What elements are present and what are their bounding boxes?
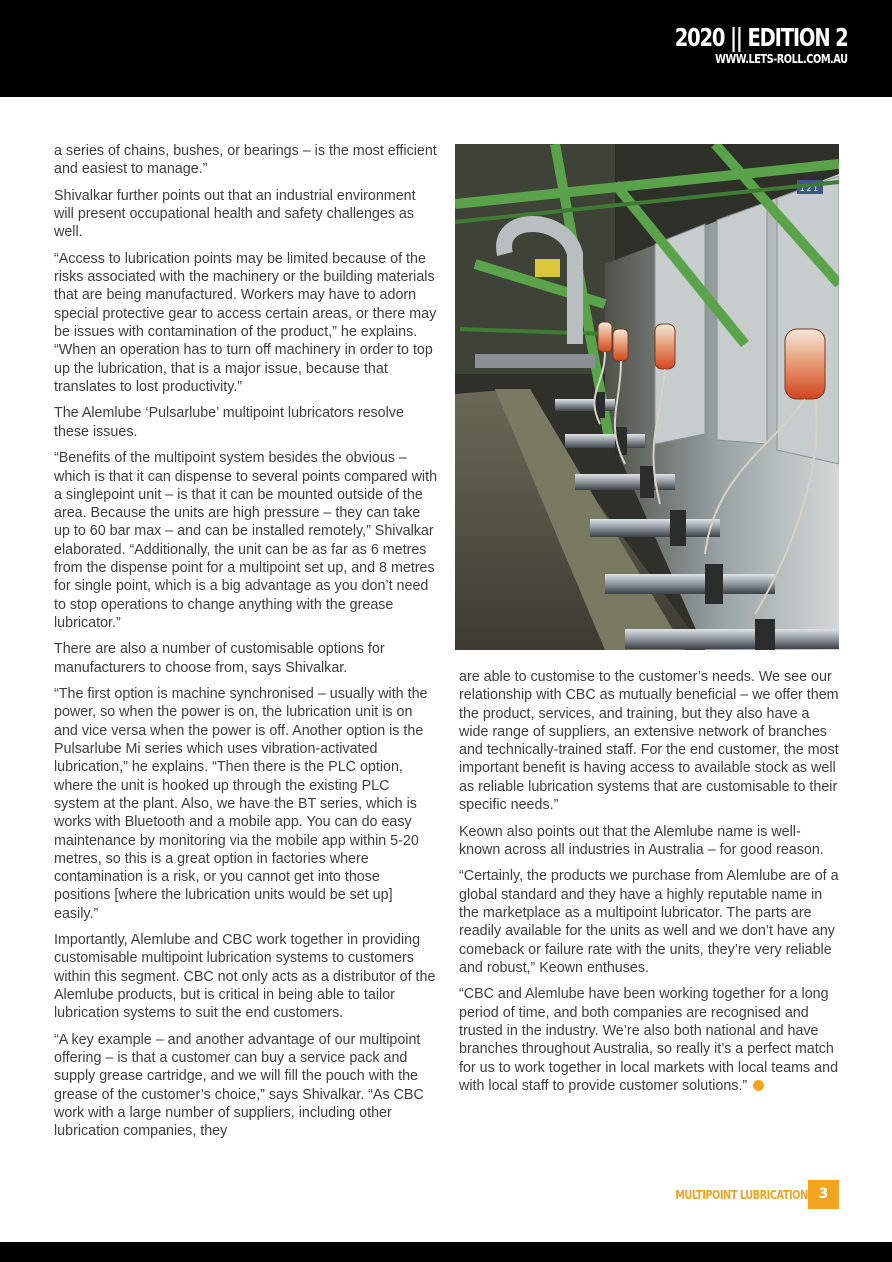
last-paragraph — [459, 985, 839, 1095]
paragraph: The Alemlube ‘Pulsarlube’ multipoint lubricators resolve these issues. — [54, 405, 404, 440]
paragraph: Shivalkar further points out that an industrial environment will present occupational health and safety challenges as well. — [54, 187, 416, 241]
paragraph: are able to customise to the customer’s needs. We see our relationship with CBC as mutually beneficial – we offer them the product, services, and training, but they also have a wide range of suppliers, an extensive network of branches and technically-trained staff. For the end customer, the most important benefit is having access to available stock as well as reliable lubrication systems that are customisable to their specific needs.” — [459, 669, 839, 814]
paragraph: “Certainly, the products we purchase from Alemlube are of a global standard and they have a highly reputable name in the marketplace as a multipoint lubricator. The parts are readily available for the units as well and we don’t have any comeback or failure rate with the units, they’re very reliable and robust,” Keown enthuses. — [459, 868, 839, 976]
paragraph: Keown also points out that the Alemlube name is well-known across all industries in Australia – for good reason. — [459, 823, 824, 858]
industrial-photo-icon — [455, 144, 839, 650]
paragraph: “Benefits of the multipoint system besides the obvious – which is that it can dispense to several points compared with a singlepoint unit – is that it can be mounted outside of the area. Because the units are high pressure – they can take up to 60 bar max – and can be installed remotely,” Shivalkar elaborated. “Additionally, the unit can be as far as 6 metres from the dispense point for a multipoint set up, and 8 metres for single point, which is a big advantage as you don’t need to stop operations to change anything with the grease lubricator.” — [54, 450, 438, 631]
paragraph-text: “CBC and Alemlube have been working together for a long period of time, and both companies are recognised and trusted in the industry. We’re also both national and have branches throughout Australia, so really it’s a perfect match for us to work together in local markets with local teams and with local staff to provide customer solutions.” — [459, 986, 839, 1094]
page-number: 3 — [808, 1180, 839, 1209]
masthead — [626, 24, 848, 66]
website-url[interactable]: WWW.LETS-ROLL.COM.AU — [715, 51, 848, 66]
paragraph: “Access to lubrication points may be limited because of the risks associated with the machinery or the building materials that are being manufactured. Workers may have to adorn special protective gear to access certain areas, or there may be issues with contamination of the product,” he explains. “When an operation has to turn off machinery in order to top up the lubrication, that is a major issue, because that translates to lost productivity.” — [54, 250, 437, 395]
article-left-column — [54, 142, 438, 1149]
edition-title: 2020 || EDITION 2 — [675, 23, 848, 52]
article-right-column — [459, 668, 839, 1103]
paragraph: Importantly, Alemlube and CBC work together in providing customisable multipoint lubrication systems to customers within this segment. CBC not only acts as a distributor of the Alemlube products, but is critical in being able to tailor lubrication systems to suit the end customers. — [54, 932, 436, 1022]
header-bar — [0, 0, 892, 97]
paragraph: “The first option is machine synchronised – usually with the power, so when the power is on, the lubrication unit is on and vice versa when the power is off. Another option is the Pulsarlube Mi series which uses vibration-activated lubrication,” he explains. “Then there is the PLC option, where the unit is hooked up through the existing PLC system at the plant. Also, we have the BT series, which is works with Bluetooth and a mobile app. You can do easy maintenance by monitoring via the mobile app within 5-20 metres, so this is a great option in factories where contamination is a risk, or you cannot get into those positions [where the lubrication units would be set up] easily.” — [54, 686, 428, 922]
paragraph: “A key example – and another advantage of our multipoint offering – is that a customer can buy a service pack and supply grease cartridge, and we will fill the pouch with the grease of the customer’s choice,” says Shivalkar. “As CBC work with a large number of suppliers, including other lubrication companies, they — [54, 1031, 424, 1140]
section-label: MULTIPOINT LUBRICATION — [675, 1187, 808, 1202]
factory-photo — [455, 144, 839, 650]
end-mark-icon — [753, 1080, 764, 1091]
footer-bar — [0, 1242, 892, 1262]
svg-text:1 2 1: 1 2 1 — [800, 184, 818, 193]
paragraph: a series of chains, bushes, or bearings – is the most efficient and easiest to manage.” — [54, 143, 437, 178]
paragraph: There are also a number of customisable options for manufacturers to choose from, says Shivalkar. — [54, 641, 385, 676]
